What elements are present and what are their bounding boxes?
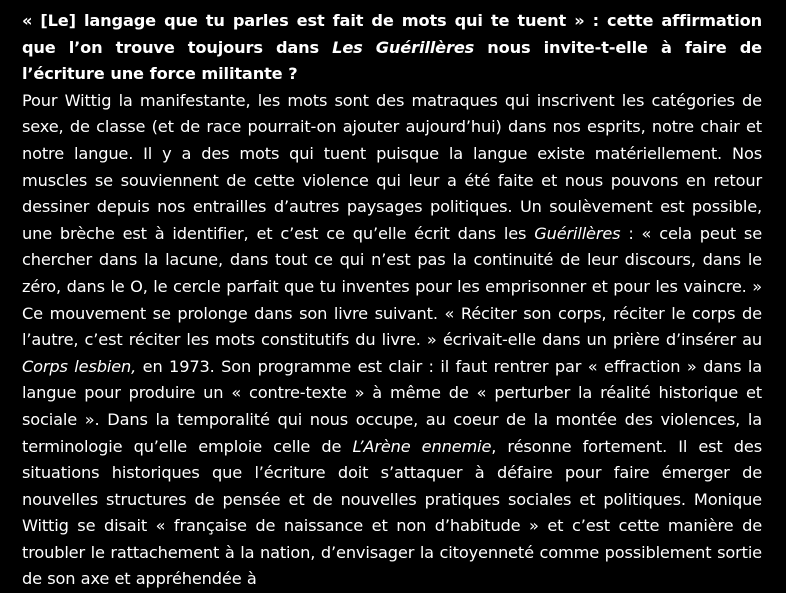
- question-text-part2: nous invite-t-elle à faire de l’écriture une force militante ?: [22, 37, 762, 84]
- question-heading: [22, 8, 762, 88]
- question-book-title: Les Guérillères: [332, 37, 475, 57]
- article-excerpt: [22, 8, 762, 593]
- paragraph-segment-2: : « cela peut se chercher dans la lacune, dans tout ce qui n’est pas la continuité de leur discours, dans le zéro, dans le O, le cercle parfait que tu inventes pour les emprisonner et pour les vaincre. » Ce mouvement se prolonge dans son livre suivant. « Réciter son corps, réciter le corps de l’autre, c’est réciter les mots constitutifs du livre. » écrivait-elle dans un prière d’insérer au: [22, 223, 763, 350]
- book-title-guerilleres: Guérillères: [534, 223, 621, 243]
- book-title-arene-ennemie: L’Arène ennemie: [352, 436, 492, 456]
- paragraph-segment-1: Pour Wittig la manifestante, les mots sont des matraques qui inscrivent les catégories de sexe, de classe (et de race pourrait-on ajouter aujourd’hui) dans nos esprits, notre chair et notre langue. Il y a des mots qui tuent puisque la langue existe matériellement. Nos muscles se souviennent de cette violence qui leur a été faite et nous pouvons en retour dessiner depuis nos entrailles d’autres paysages politiques. Un soulèvement est possible, une brèche est à identifier, et c’est ce qu’elle écrit dans les: [22, 90, 762, 243]
- paragraph-segment-3: en 1973. Son programme est clair : il faut rentrer par « effraction » dans la langue pour produire un « contre-texte » à même de « perturber la réalité historique et sociale ». Dans la temporalité qui nous occupe, au coeur de la montée des violences, la terminologie qu’elle emploie celle de: [22, 356, 762, 456]
- question-text-part1: « [Le] langage que tu parles est fait de mots qui te tuent » : cette affirmation que l’on trouve toujours dans: [22, 11, 762, 57]
- body-paragraph: [22, 88, 762, 593]
- book-title-corps-lesbien: Corps lesbien,: [22, 356, 137, 376]
- paragraph-segment-4: , résonne fortement. Il est des situations historiques que l’écriture doit s’attaquer à défaire pour faire émerger de nouvelles structures de pensée et de nouvelles pratiques sociales et politiques. Monique Wittig se disait « française de naissance et non d’habitude » et c’est cette manière de troubler le rattachement à la nation, d’envisager la citoyenneté comme possiblement sortie de son axe et appréhendée à: [22, 436, 762, 589]
